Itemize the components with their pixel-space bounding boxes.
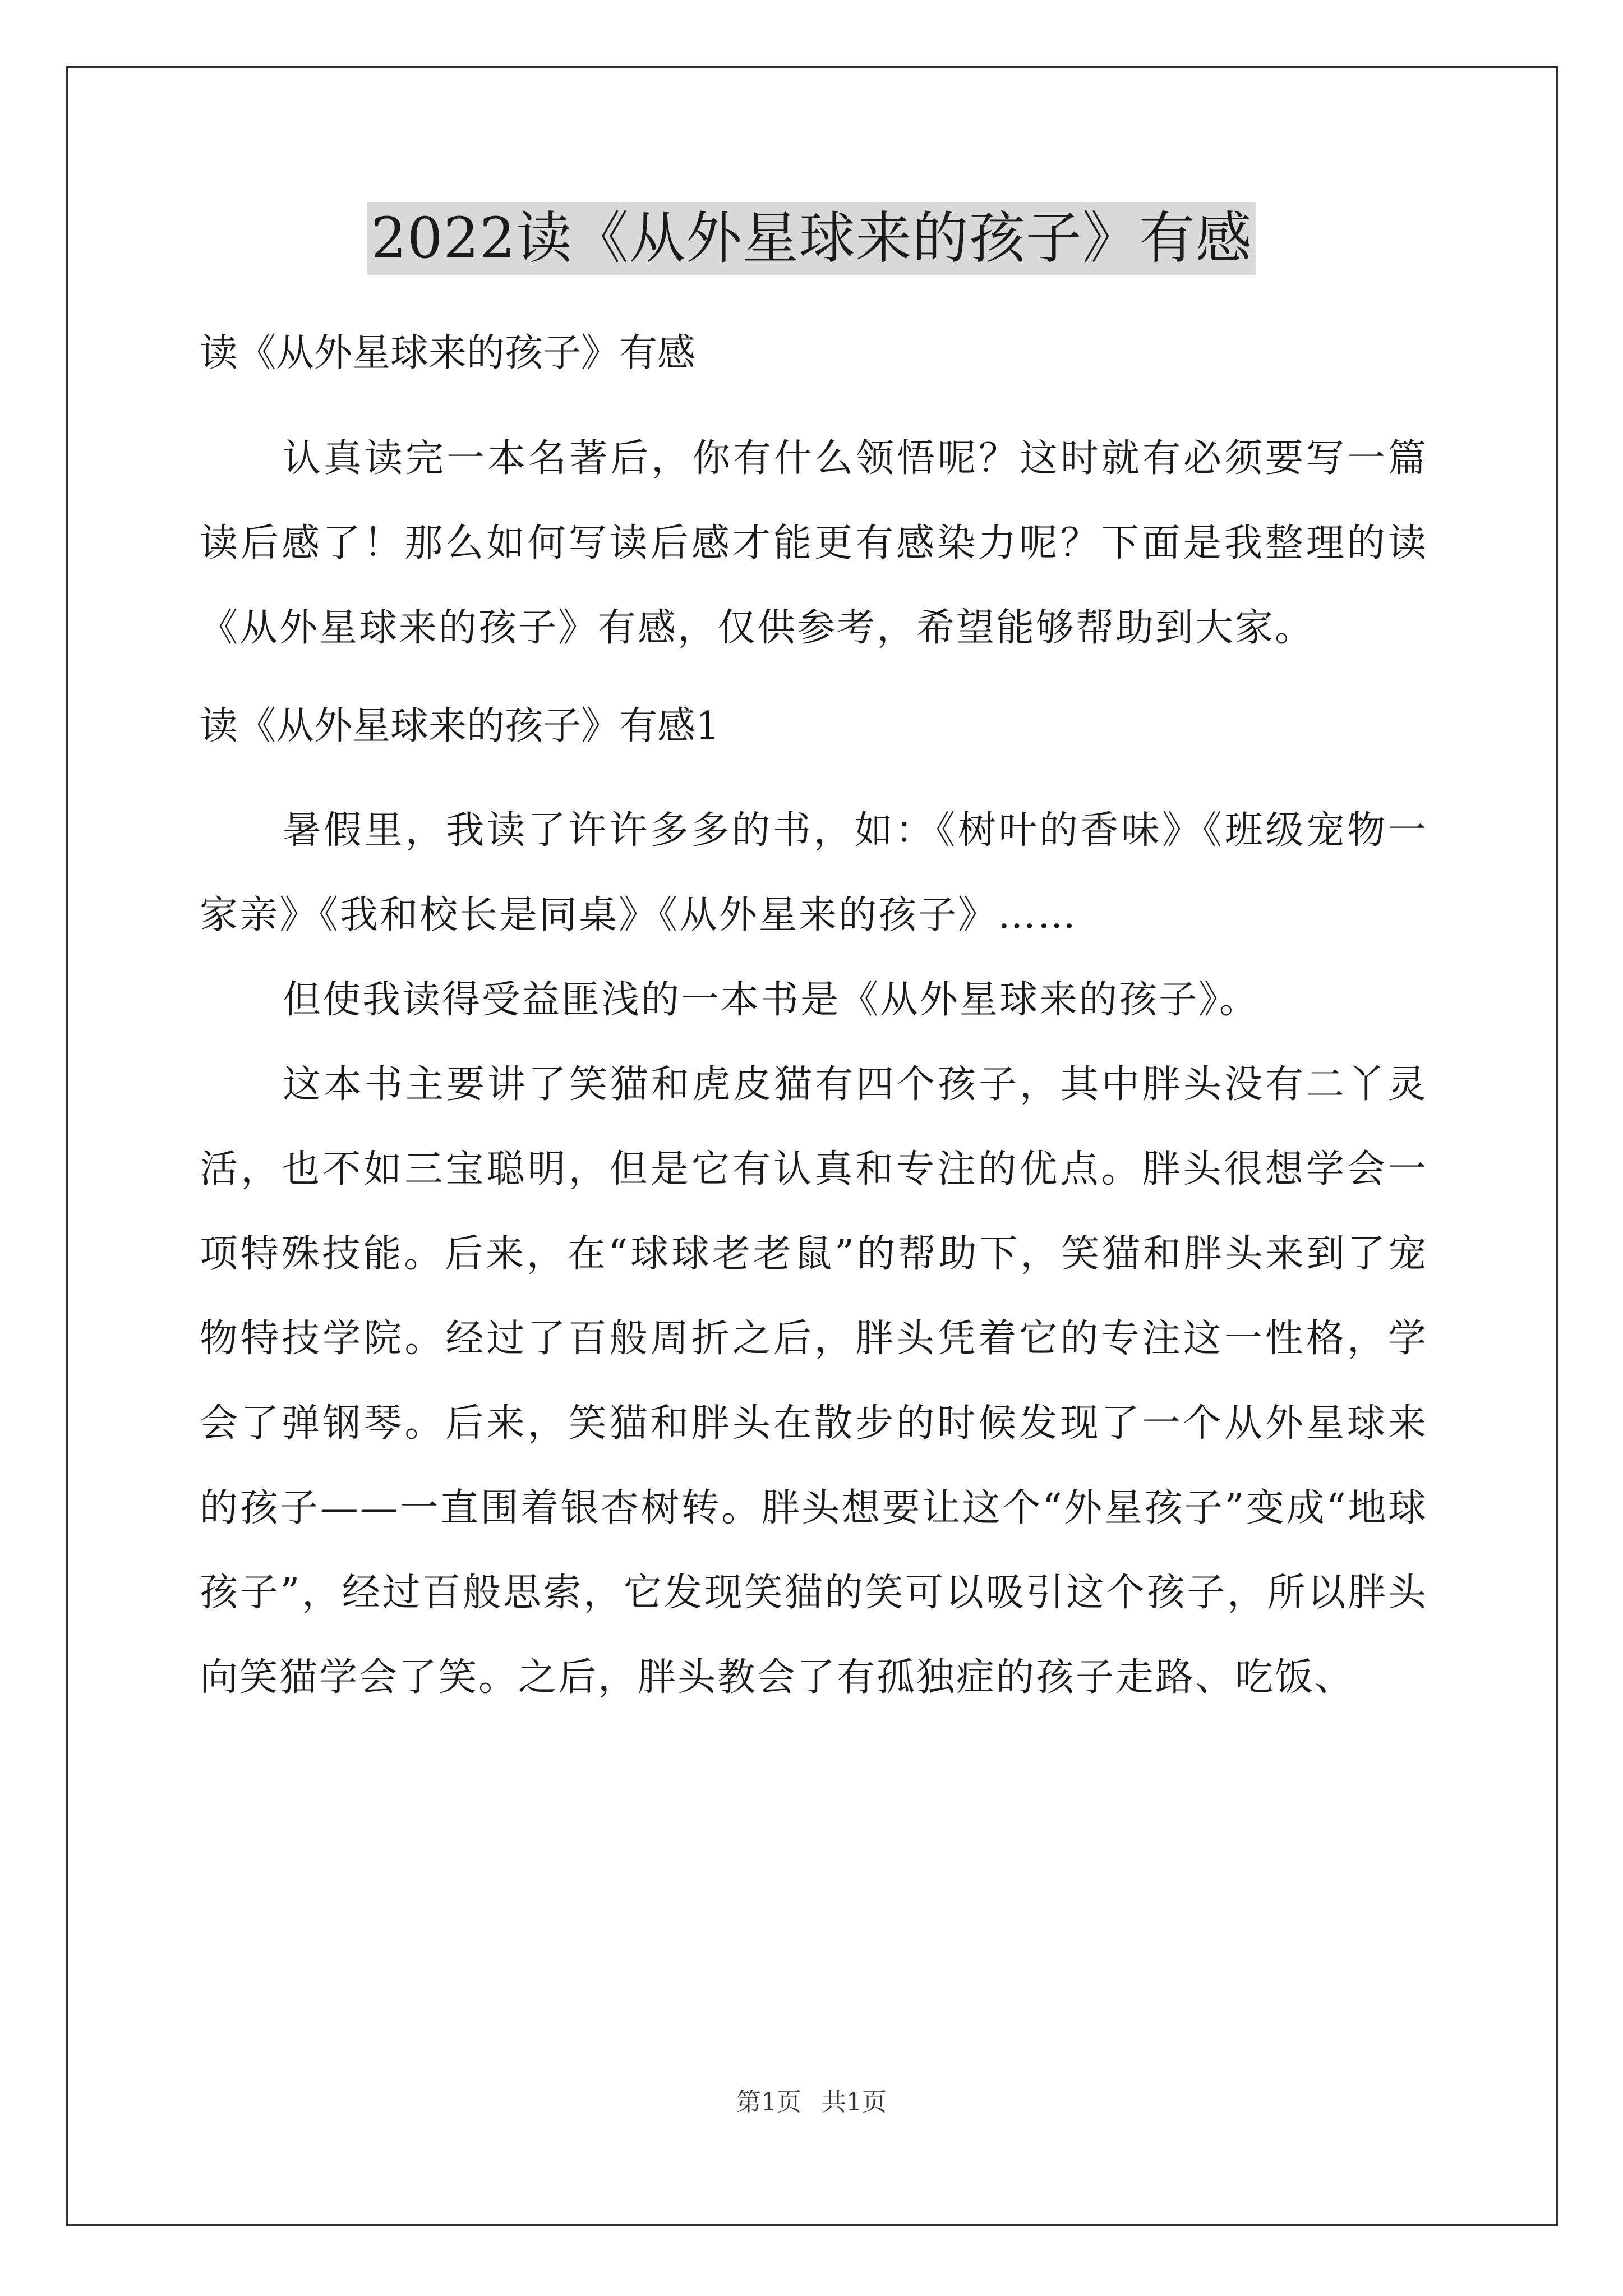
body-paragraph: 但使我读得受益匪浅的一本书是《从外星球来的孩子》。 [283, 978, 1260, 1022]
section-heading: 读《从外星球来的孩子》有感1 [200, 704, 720, 748]
body-paragraph: 这本书主要讲了笑猫和虎皮猫有四个孩子，其中胖头没有二丫灵活，也不如三宝聪明，但是它有认真和专注的优点。胖头很想学会一项特殊技能。后来，在“球球老老鼠”的帮助下，笑猫和胖头来到了宠物特技学院。经过了百般周折之后，胖头凭着它的专注这一性格，学会了弹钢琴。后来，笑猫和胖头在散步的时候发现了一个从外星球来的孩子——一直围着银杏树转。胖头想要让这个“外星孩子”变成“地球孩子”，经过百般思索，它发现笑猫的笑可以吸引这个孩子，所以胖头向笑猫学会了笑。之后，胖头教会了有孤独症的孩子走路、吃饭、 [200, 1062, 1428, 1700]
page-total: 共1页 [822, 2088, 887, 2116]
document-body [200, 314, 1428, 1720]
title-wrap [0, 202, 1623, 275]
section-heading: 读《从外星球来的孩子》有感 [200, 331, 696, 375]
body-paragraph: 暑假里，我读了许许多多的书，如：《树叶的香味》《班级宠物一家亲》《我和校长是同桌》《从外星来的孩子》…… [200, 808, 1428, 937]
intro-paragraph: 认真读完一本名著后，你有什么领悟呢？这时就有必须要写一篇读后感了！那么如何写读后感才能更有感染力呢？下面是我整理的读《从外星球来的孩子》有感，仅供参考，希望能够帮助到大家。 [200, 436, 1428, 650]
page-number: 第1页 [736, 2088, 801, 2116]
document-title: 2022读《从外星球来的孩子》有感 [367, 202, 1256, 275]
page-footer [0, 2086, 1623, 2119]
